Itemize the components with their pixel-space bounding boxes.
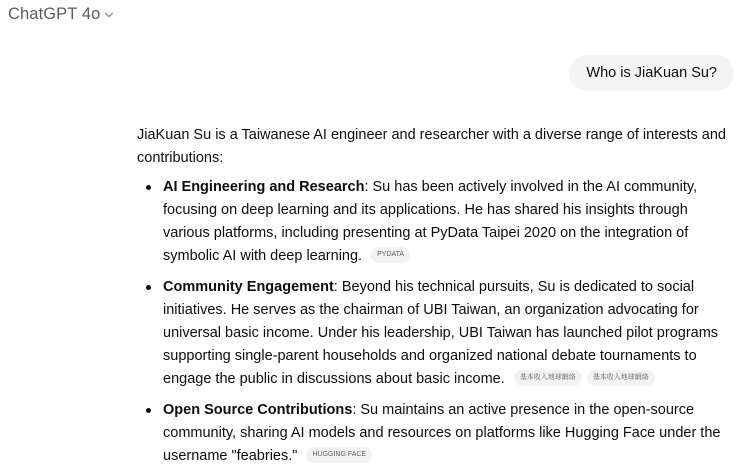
- bullet-text: : Su has been actively involved in the AI community, focusing on deep learning and its applications. He has shared his insights through various platforms, including presenting at PyData Taipei 2020 on the integration of symbolic AI with deep learning.: [163, 179, 698, 264]
- bullet-title: Open Source Contributions: [163, 402, 353, 418]
- bullet-title: AI Engineering and Research: [163, 179, 365, 195]
- source-citation-hugging-face[interactable]: HUGGING FACE: [306, 447, 372, 463]
- bullet-community-engagement: [137, 276, 737, 391]
- bullet-open-source: [137, 399, 737, 466]
- user-message-text: Who is JiaKuan Su?: [586, 65, 717, 81]
- user-message-bubble: [569, 55, 734, 91]
- bullet-ai-engineering: [137, 176, 737, 268]
- assistant-message: [137, 124, 737, 466]
- source-citation-pydata[interactable]: PYDATA: [371, 247, 410, 263]
- bullet-text: : Beyond his technical pursuits, Su is dedicated to social initiatives. He serves as the chairman of UBI Taiwan, an organization advocating for universal basic income. Under his leadership, UBI Taiwan has launched pilot programs supporting single-parent households and organized national debate tournaments to engage the public in discussions about basic income.: [163, 279, 719, 387]
- chevron-down-icon: [104, 10, 114, 20]
- bullet-text: : Su maintains an active presence in the open-source community, sharing AI models and resources on platforms like Hugging Face under the username "feabries.": [163, 402, 721, 464]
- bullet-title: Community Engagement: [163, 279, 334, 295]
- source-citation-bien-1[interactable]: 基本收入地球網絡: [514, 370, 582, 386]
- model-name: ChatGPT 4o: [8, 4, 101, 23]
- model-selector[interactable]: [8, 3, 114, 25]
- assistant-bullet-list: [137, 176, 737, 466]
- source-citation-bien-2[interactable]: 基本收入地球網絡: [587, 370, 655, 386]
- assistant-intro: JiaKuan Su is a Taiwanese AI engineer and researcher with a diverse range of interests and contributions:: [137, 127, 726, 166]
